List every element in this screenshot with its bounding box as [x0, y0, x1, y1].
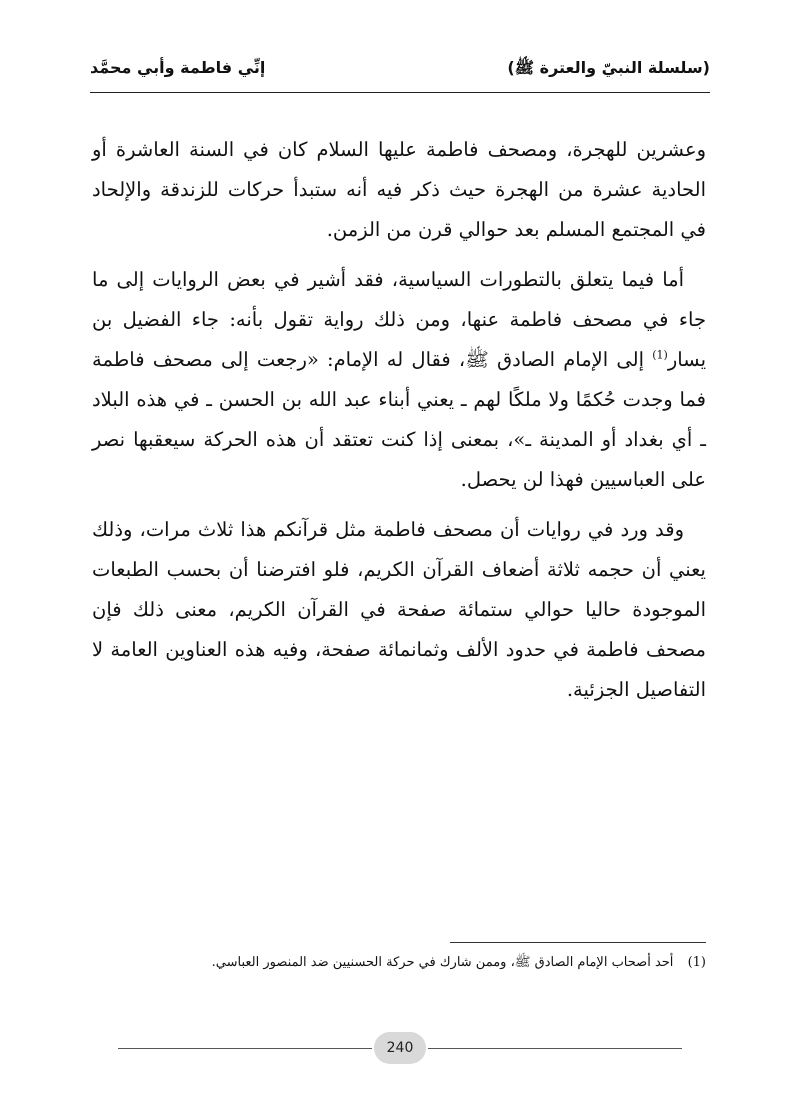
main-text — [92, 130, 706, 720]
header-divider — [90, 92, 710, 93]
paragraph-2-part-1: أما فيما يتعلق بالتطورات السياسية، فقد أشير في بعض الروايات إلى ما جاء في مصحف فاطمة عنها، ومن ذلك رواية تقول بأنه: جاء الفضيل بن يسار — [92, 268, 707, 371]
footer-rule-left — [118, 1048, 372, 1049]
paragraph-3: وقد ورد في روايات أن مصحف فاطمة مثل قرآنكم هذا ثلاث مرات، وذلك يعني أن حجمه ثلاثة أضعاف القرآن الكريم، فلو افترضنا أن بحسب الطبعات الموجودة حاليا حوالي ستمائة صفحة في القرآن الكريم، معنى ذلك فإن مصحف فاطمة في حدود الألف وثمانمائة صفحة، وفيه هذه العناوين العامة لا التفاصيل الجزئية. — [92, 518, 706, 701]
series-title: (سلسلة النبيّ والعترة ﷺ) — [507, 58, 710, 77]
paragraph-1: وعشرين للهجرة، ومصحف فاطمة عليها السلام كان في السنة العاشرة أو الحادية عشرة من الهجرة حيث ذكر فيه أنه ستبدأ حركات للزندقة والإلحاد في المجتمع المسلم بعد حوالي قرن من الزمن. — [92, 138, 706, 241]
book-title: إنِّي فاطمة وأبي محمَّد — [90, 58, 266, 77]
running-header — [90, 56, 710, 96]
footnote-divider — [450, 942, 706, 943]
footnote-reference[interactable]: (1) — [652, 348, 668, 362]
footnote-number: (1) — [687, 955, 706, 970]
footnote — [150, 952, 706, 974]
footer-rule-right — [428, 1048, 682, 1049]
paragraph-2 — [92, 260, 706, 500]
footnote-text: أحد أصحاب الإمام الصادق ﷺ، وممن شارك في حركة الحسنيين ضد المنصور العباسي. — [211, 955, 674, 970]
paragraph-2-part-2: إلى الإمام الصادق ﷺ، فقال له الإمام: «رجعت إلى مصحف فاطمة فما وجدت حُكمًا ولا ملكًا لهم ـ يعني أبناء عبد الله بن الحسن ـ في هذه البلاد ـ أي بغداد أو المدينة ـ»، بمعنى إذا كنت تعتقد أن هذه الحركة سيعقبها نصر على العباسيين فهذا لن يحصل. — [92, 348, 706, 491]
page-number: 240 — [374, 1032, 426, 1064]
